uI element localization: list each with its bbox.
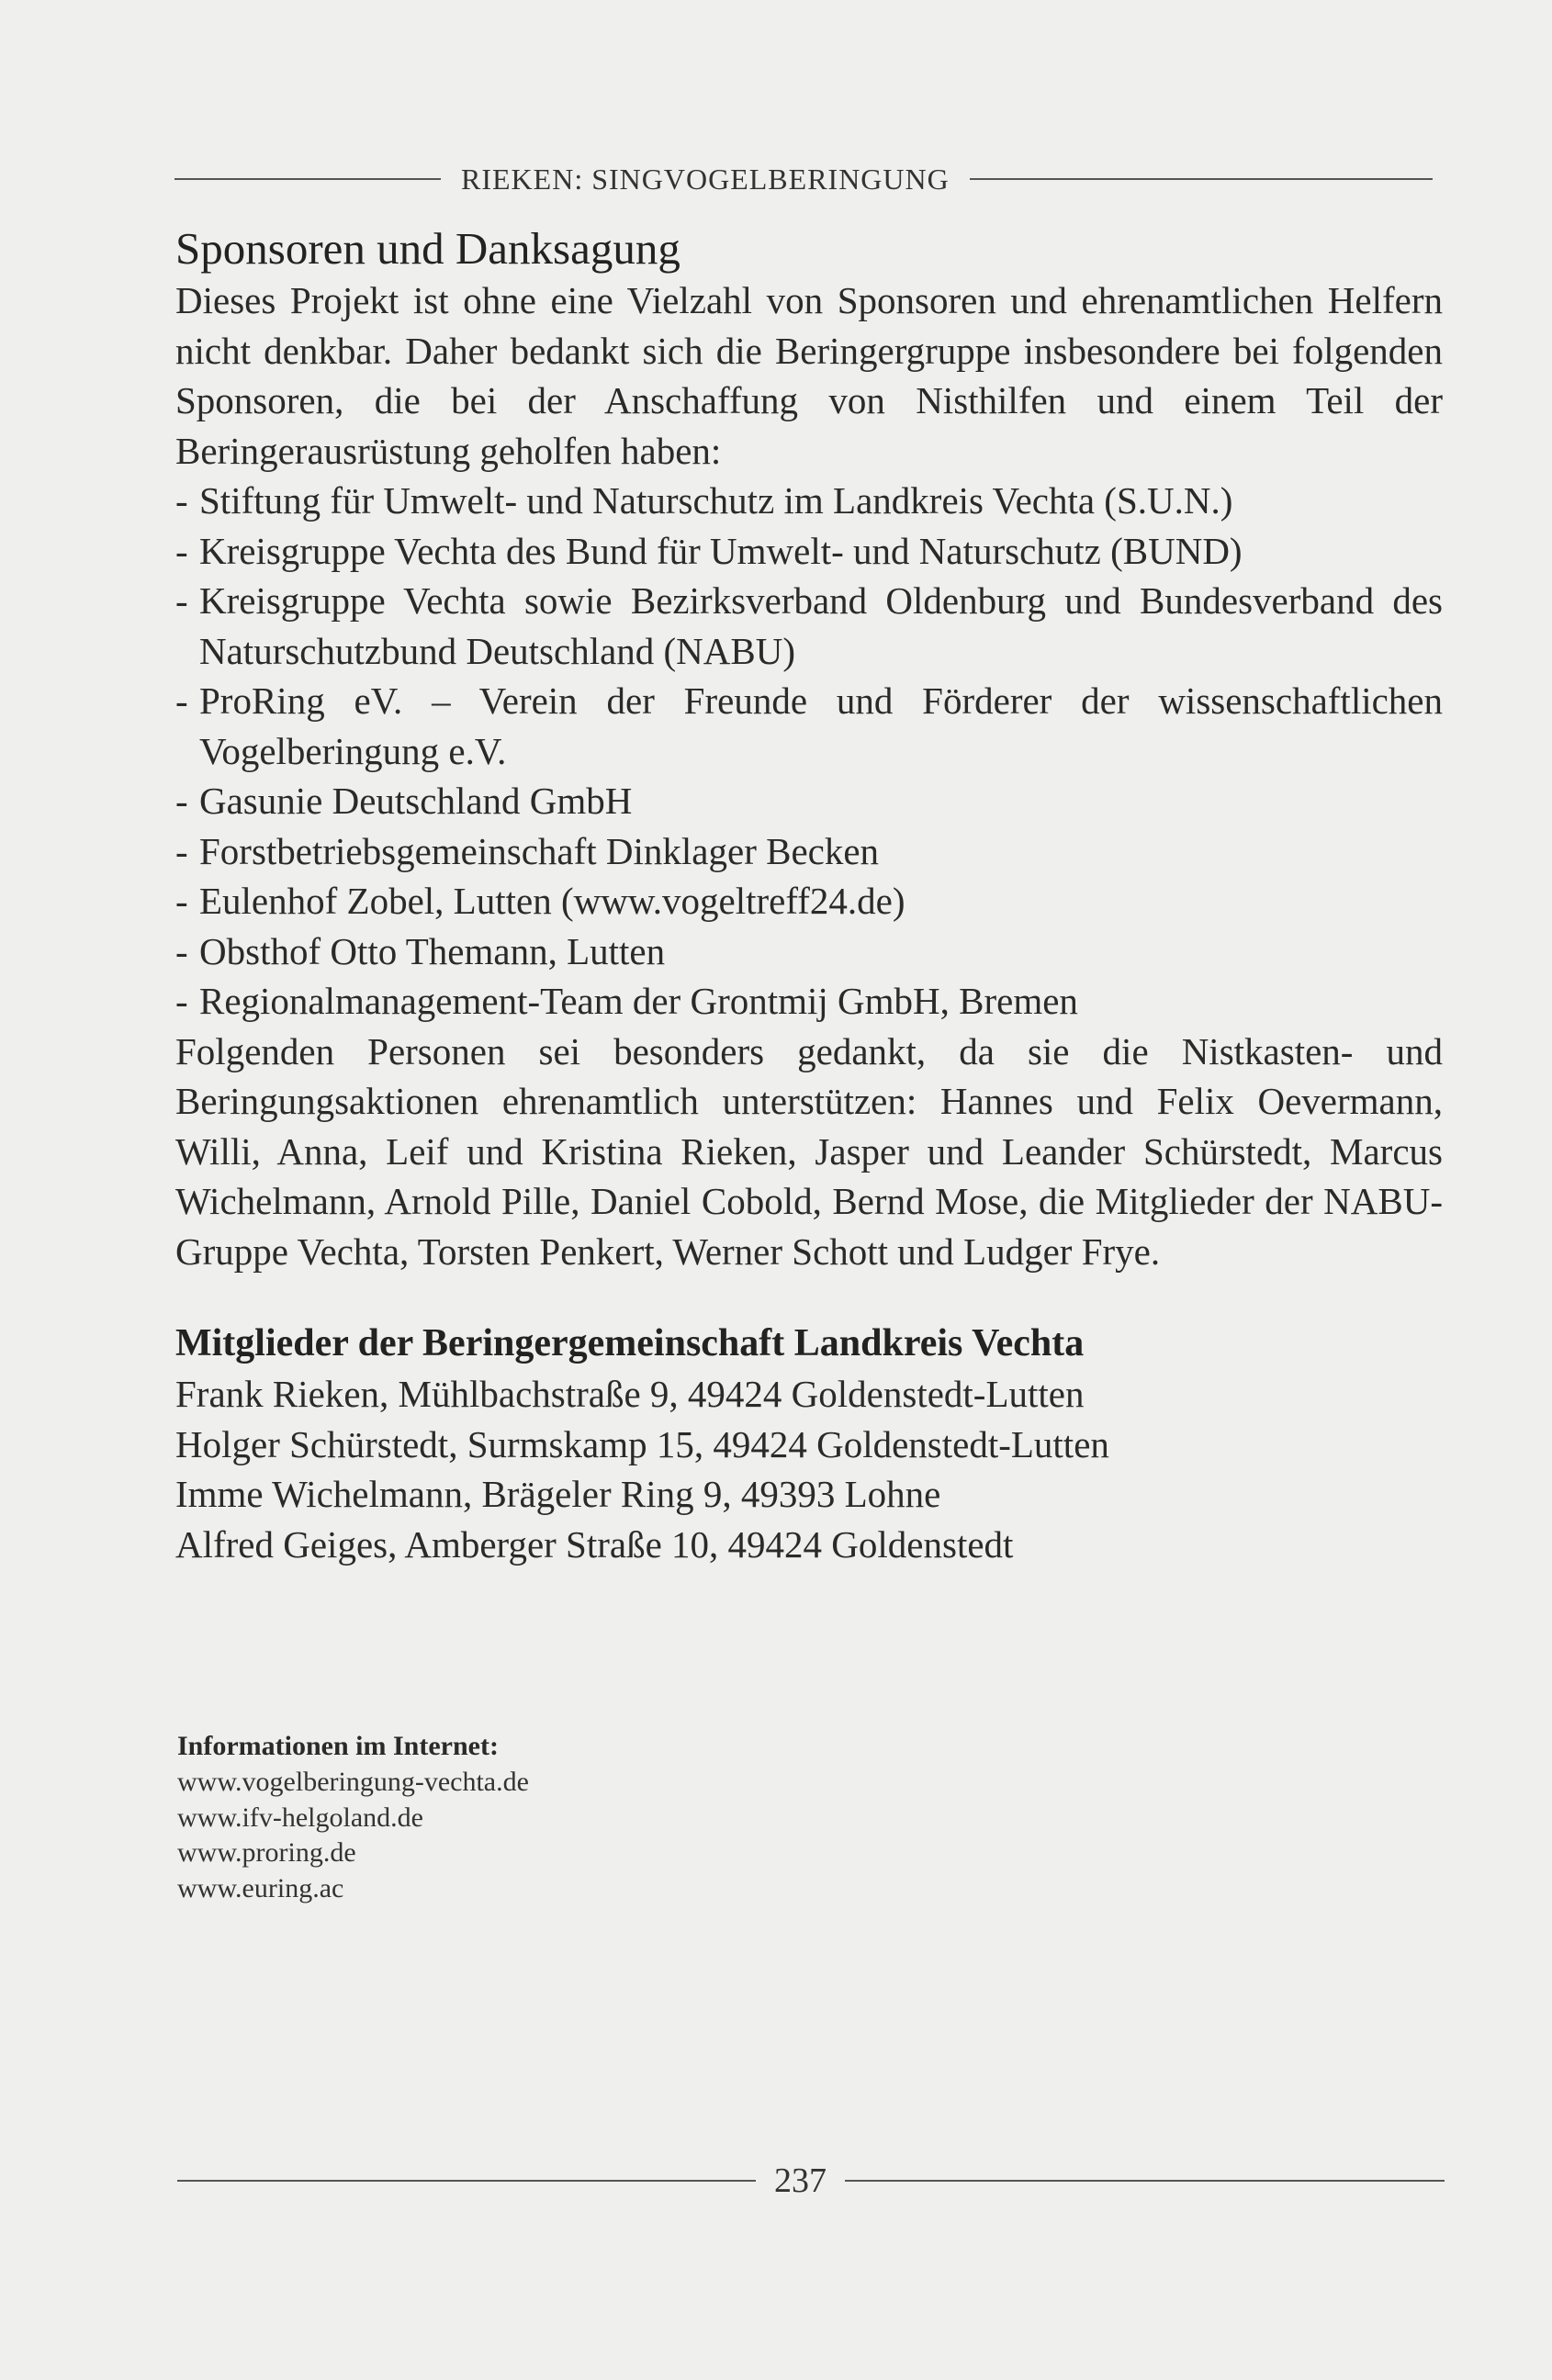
running-header [174, 156, 1433, 202]
members-list [175, 1369, 1443, 1569]
intro-paragraph: Dieses Projekt ist ohne eine Vielzahl von Sponsoren und ehrenamtlichen Helfern nicht denkbar. Daher bedankt sich die Beringergruppe insbesondere bei folgenden Sponsoren, die bei der Anschaffung von Nisthilfen und einem Teil der Beringerausrüstung geholfen haben: [175, 279, 1443, 472]
internet-links [177, 1765, 529, 1906]
page-footer [177, 2158, 1445, 2204]
header-rule-right [970, 178, 1433, 180]
sponsor-name: Forstbetriebsgemeinschaft Dinklager Becken [199, 829, 880, 872]
internet-heading: Informationen im Internet: [177, 1731, 499, 1761]
sponsor-name: Regionalmanagement-Team der Grontmij GmbH, Bremen [199, 980, 1078, 1022]
member-entry: Frank Rieken, Mühlbachstraße 9, 49424 Goldenstedt-Lutten [175, 1373, 1085, 1415]
sponsor-item: - Obsthof Otto Themann, Lutten [175, 929, 666, 972]
website-url: www.proring.de [177, 1837, 356, 1868]
main-text [175, 222, 1443, 1569]
sponsor-name: Obsthof Otto Themann, Lutten [199, 929, 666, 972]
website-url: www.vogelberingung-vechta.de [177, 1767, 529, 1797]
page-number: 237 [774, 2161, 827, 2200]
sponsor-item: - Regionalmanagement-Team der Grontmij GmbH, Bremen [175, 980, 1078, 1022]
sponsor-item: - Kreisgruppe Vechta sowie Bezirksverband Oldenburg und Bundesverband des Naturschutzbund Deutschland (NABU) [175, 579, 1443, 672]
running-title: RIEKEN: SINGVOGELBERINGUNG [461, 162, 950, 196]
member-entry: Imme Wichelmann, Brägeler Ring 9, 49393 Lohne [175, 1473, 941, 1515]
footer-rule-left [177, 2180, 756, 2182]
header-rule-left [174, 178, 441, 180]
sponsor-item: - Gasunie Deutschland GmbH [175, 780, 633, 822]
sponsor-item: - Forstbetriebsgemeinschaft Dinklager Becken [175, 829, 880, 872]
sponsor-item: - ProRing eV. – Verein der Freunde und Förderer der wissenschaftlichen Vogelberingung e.V. [175, 679, 1443, 772]
internet-info [177, 1728, 529, 1906]
sponsor-name: ProRing eV. – Verein der Freunde und Förderer der wissenschaftlichen Vogelberingung e.V. [199, 679, 1443, 772]
sponsor-name: Eulenhof Zobel, Lutten (www.vogeltreff24.de) [199, 880, 905, 922]
thanks-paragraph: Folgenden Personen sei besonders gedankt, da sie die Nistkasten- und Beringungsaktionen ehrenamtlich unterstützen: Hannes und Felix Oevermann, Willi, Anna, Leif und Kristina Rieken, Jasper und Leander Schürstedt, Marcus Wichelmann, Arnold Pille, Daniel Cobold, Bernd Mose, die Mitglieder der NABU-Gruppe Vechta, Torsten Penkert, Werner Schott und Ludger Frye. [175, 1029, 1443, 1273]
sponsor-name: Kreisgruppe Vechta sowie Bezirksverband Oldenburg und Bundesverband des Naturschutzbund Deutschland (NABU) [199, 579, 1443, 672]
website-url: www.euring.ac [177, 1872, 344, 1903]
members-title: Mitglieder der Beringergemeinschaft Landkreis Vechta [175, 1322, 1085, 1364]
member-entry: Holger Schürstedt, Surmskamp 15, 49424 Goldenstedt-Lutten [175, 1422, 1109, 1465]
sponsor-item: - Kreisgruppe Vechta des Bund für Umwelt- und Naturschutz (BUND) [175, 529, 1243, 572]
sponsor-name: Gasunie Deutschland GmbH [199, 780, 633, 822]
section-title: Sponsoren und Danksagung [175, 223, 680, 274]
sponsor-name: Stiftung für Umwelt- und Naturschutz im Landkreis Vechta (S.U.N.) [199, 479, 1233, 522]
sponsor-item: - Stiftung für Umwelt- und Naturschutz im Landkreis Vechta (S.U.N.) [175, 479, 1233, 522]
footer-rule-right [845, 2180, 1445, 2182]
sponsor-name: Kreisgruppe Vechta des Bund für Umwelt- und Naturschutz (BUND) [199, 529, 1243, 572]
sponsor-list [175, 476, 1443, 1027]
website-url: www.ifv-helgoland.de [177, 1802, 423, 1833]
sponsor-item: - Eulenhof Zobel, Lutten (www.vogeltreff24.de) [175, 880, 905, 922]
member-entry: Alfred Geiges, Amberger Straße 10, 49424 Goldenstedt [175, 1522, 1014, 1566]
